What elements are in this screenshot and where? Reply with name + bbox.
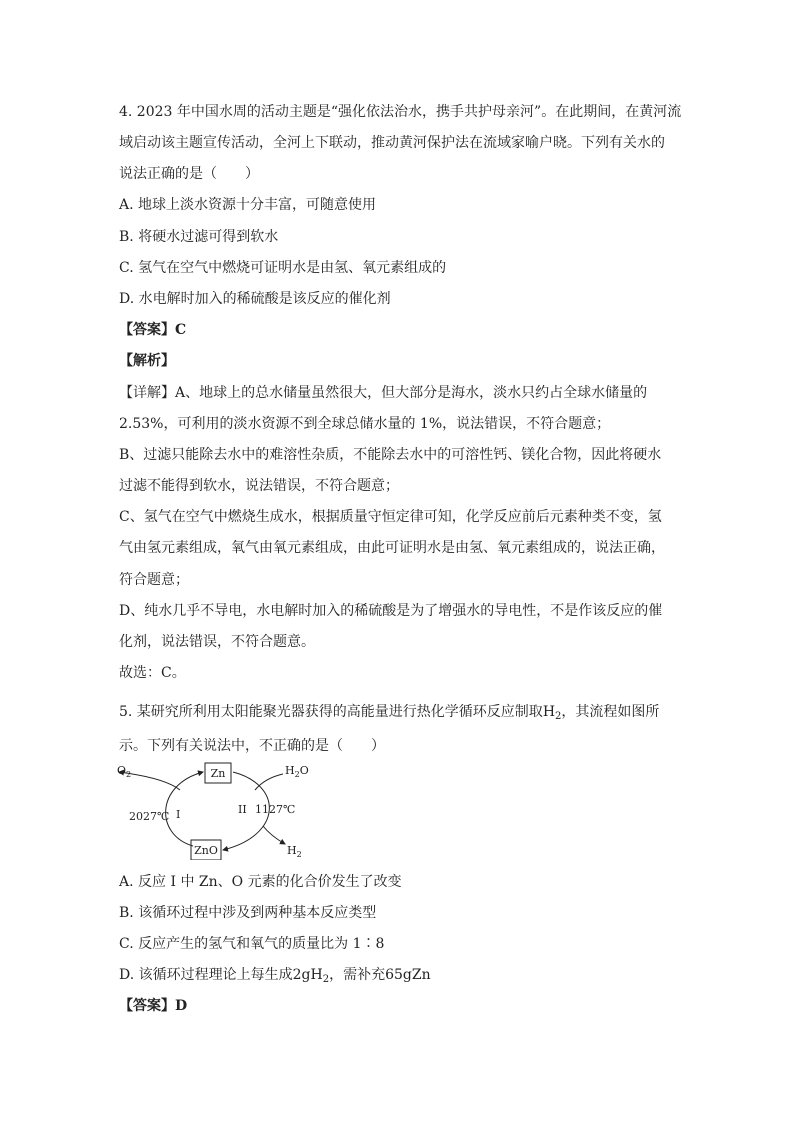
q5-option-b: B. 该循环过程中涉及到两种基本反应类型 bbox=[119, 905, 377, 921]
q5-answer: 【答案】D bbox=[119, 998, 188, 1014]
q5-stem-line-2: 示。下列有关说法中，不正确的是（ ） bbox=[119, 738, 385, 754]
q5-option-a: A. 反应 I 中 Zn、O 元素的化合价发生了改变 bbox=[119, 874, 402, 890]
h2-formula: $H_2$ bbox=[542, 704, 562, 722]
h2o-input-line bbox=[255, 774, 283, 790]
temp-left-label: 2027℃ bbox=[129, 810, 170, 823]
q4-analysis-label: 【解析】 bbox=[119, 353, 175, 369]
temp-right-label: 1127℃ bbox=[255, 803, 296, 816]
h2-label: $H_2$ bbox=[287, 844, 302, 859]
q4-detail-line-2: 2.53%，可利用的淡水资源不到全球总储水量的 1%，说法错误，不符合题意； bbox=[119, 416, 611, 432]
q4-detail-line-5: C、氢气在空气中燃烧生成水，根据质量守恒定律可知，化学反应前后元素种类不变，氢 bbox=[119, 509, 662, 525]
q4-detail-line-4: 过滤不能得到软水，说法错误，不符合题意； bbox=[119, 478, 399, 494]
q4-detail-line-8: D、纯水几乎不导电，水电解时加入的稀硫酸是为了增强水的导电性，不是作该反应的催 bbox=[119, 603, 663, 619]
zn-label: Zn bbox=[210, 767, 226, 780]
q5-option-d: D. 该循环过程理论上每生成$2gH_2$，需补充65gZn bbox=[119, 967, 431, 985]
q4-detail-line-7: 符合题意； bbox=[119, 572, 189, 588]
reaction-i-arc bbox=[166, 772, 203, 846]
q5-option-c: C. 反应产生的氢气和氧气的质量比为 1∶8 bbox=[119, 936, 385, 952]
q5-stem-line-1: 5. 某研究所利用太阳能聚光器获得的高能量进行热化学循环反应制取$H_2$，其流程如图所 bbox=[119, 704, 660, 722]
o2-label: $O_2$ bbox=[117, 764, 132, 779]
h2-output-arrow bbox=[263, 826, 285, 844]
formula-2gh2: $2gH_2$ bbox=[292, 967, 330, 985]
q4-stem-line-2: 域启动该主题宣传活动，全河上下联动，推动黄河保护法在流域家喻户晓。下列有关水的 bbox=[119, 135, 665, 151]
q4-detail-line-3: B、过滤只能除去水中的难溶性杂质，不能除去水中的可溶性钙、镁化合物，因此将硬水 bbox=[119, 447, 662, 463]
q5-stem-text: 5. 某研究所利用太阳能聚光器获得的高能量进行热化学循环反应制取 bbox=[119, 704, 543, 720]
formula-65gzn: 65gZn bbox=[385, 967, 431, 983]
step-i-label: I bbox=[176, 808, 181, 821]
zn-cycle-diagram bbox=[115, 760, 315, 860]
q4-conclusion: 故选：C。 bbox=[119, 665, 186, 681]
q4-option-b: B. 将硬水过滤可得到软水 bbox=[119, 229, 279, 245]
q4-answer: 【答案】C bbox=[119, 322, 187, 338]
q4-detail-line-1: 【详解】A、地球上的总水储量虽然很大，但大部分是海水，淡水只约占全球水储量的 bbox=[119, 385, 648, 401]
q4-option-c: C. 氢气在空气中燃烧可证明水是由氢、氧元素组成的 bbox=[119, 260, 447, 276]
q4-stem-line-1: 4. 2023 年中国水周的活动主题是“强化依法治水，携手共护母亲河”。在此期间，在黄河流 bbox=[119, 104, 682, 120]
step-ii-label: II bbox=[238, 803, 247, 816]
q4-option-d: D. 水电解时加入的稀硫酸是该反应的催化剂 bbox=[119, 291, 391, 307]
q4-detail-line-6: 气由氢元素组成，氧气由氧元素组成，由此可证明水是由氢、氧元素组成的，说法正确， bbox=[119, 540, 665, 556]
zno-label: ZnO bbox=[194, 844, 218, 857]
q4-option-a: A. 地球上淡水资源十分丰富，可随意使用 bbox=[119, 197, 377, 213]
q4-stem-line-3: 说法正确的是（ ） bbox=[119, 166, 259, 182]
q4-detail-line-9: 化剂，说法错误，不符合题意。 bbox=[119, 634, 315, 650]
h2o-label: $H_2O$ bbox=[285, 764, 309, 779]
